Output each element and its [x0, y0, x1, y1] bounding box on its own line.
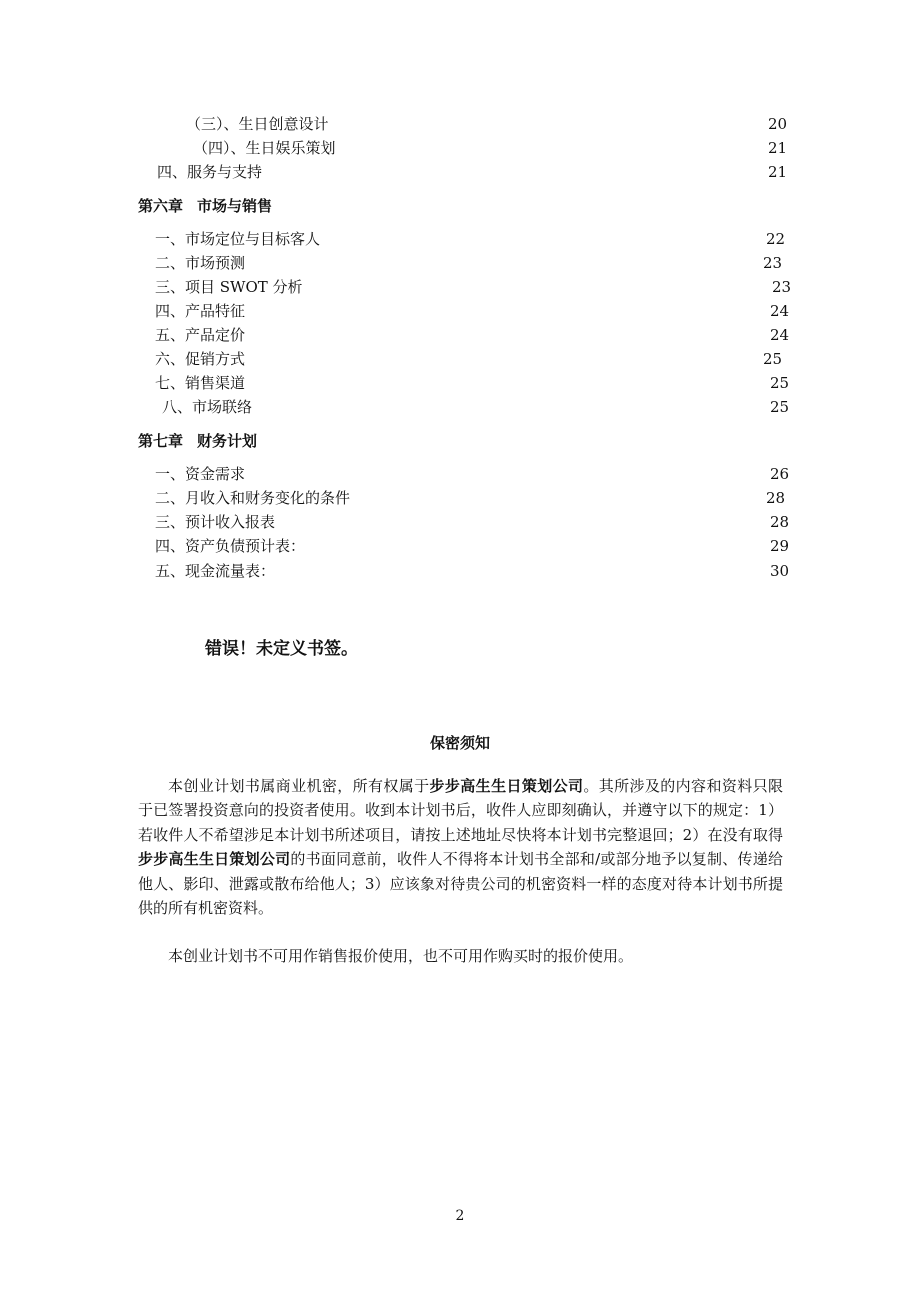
toc-page-number: 28 — [770, 513, 790, 531]
toc-item: （四）、生日娱乐策划 — [193, 139, 336, 157]
company-name: 步步高生生日策划公司 — [138, 850, 291, 869]
toc-item: 五、现金流量表： — [155, 562, 276, 580]
chapter-title: 财务计划 — [197, 432, 258, 450]
usage-notice-paragraph: 本创业计划书不可用作销售报价使用，也不可用作购买时的报价使用。 — [168, 947, 634, 965]
page-number: 2 — [455, 1208, 465, 1224]
toc-page-number: 29 — [770, 537, 790, 555]
toc-item: 七、销售渠道 — [155, 374, 246, 392]
company-name: 步步高生生日策划公司 — [429, 777, 584, 795]
toc-page-number: 24 — [770, 302, 790, 320]
toc-item: （三）、生日创意设计 — [186, 115, 329, 133]
confidentiality-title: 保密须知 — [429, 734, 490, 752]
toc-page-number: 26 — [770, 465, 790, 483]
paragraph-text: 的书面同意前，收件人不得将本计划书全部和/或部分地予以复制、传递给他人、影印、泄露或散布给他人；3）应该象对待贵公司的机密资料一样的态度对待本计划书所提供的所有机密资料。 — [138, 850, 783, 918]
toc-page-number: 23 — [763, 254, 783, 272]
paragraph-text: 本创业计划书属商业机密，所有权属于 — [168, 777, 430, 795]
bookmark-error-message: 错误！未定义书签。 — [205, 639, 358, 659]
toc-page-number: 25 — [770, 374, 790, 392]
toc-page-number: 21 — [768, 139, 788, 157]
toc-chapter-heading — [138, 431, 257, 451]
chapter-title: 市场与销售 — [197, 197, 273, 215]
toc-page-number: 25 — [770, 398, 790, 416]
chapter-number: 第七章 — [138, 432, 184, 450]
toc-page-number: 25 — [763, 350, 783, 368]
paragraph-text: 。其所涉及的内容和资料只限于已签署投资意向的投资者使用。收到本计划书后，收件人应即刻确认，并遵守以下的规定：1）若收件人不希望涉足本计划书所述项目，请按上述地址尽快将本计划书完整退回；2）在没有取得 — [138, 777, 783, 844]
confidentiality-paragraph — [138, 774, 783, 920]
toc-page-number: 23 — [772, 278, 792, 296]
toc-item: 三、预计收入报表 — [155, 513, 276, 531]
toc-page-number: 28 — [766, 489, 786, 507]
toc-item: 二、市场预测 — [155, 254, 246, 272]
toc-item: 八、市场联络 — [162, 398, 253, 416]
toc-item: 五、产品定价 — [155, 326, 246, 344]
toc-item: 四、产品特征 — [155, 302, 246, 320]
toc-item: 三、项目 SWOT 分析 — [155, 278, 303, 296]
toc-chapter-heading — [138, 196, 272, 216]
toc-page-number: 22 — [766, 230, 786, 248]
toc-item: 四、服务与支持 — [157, 163, 263, 181]
toc-item: 四、资产负债预计表： — [155, 537, 306, 555]
toc-item: 一、市场定位与目标客人 — [155, 230, 321, 248]
chapter-number: 第六章 — [138, 197, 184, 215]
toc-page-number: 30 — [770, 562, 790, 580]
toc-page-number: 20 — [768, 115, 788, 133]
toc-page-number: 21 — [768, 163, 788, 181]
toc-item: 六、促销方式 — [155, 350, 246, 368]
toc-page-number: 24 — [770, 326, 790, 344]
toc-item: 一、资金需求 — [155, 465, 246, 483]
toc-item: 二、月收入和财务变化的条件 — [155, 489, 351, 507]
